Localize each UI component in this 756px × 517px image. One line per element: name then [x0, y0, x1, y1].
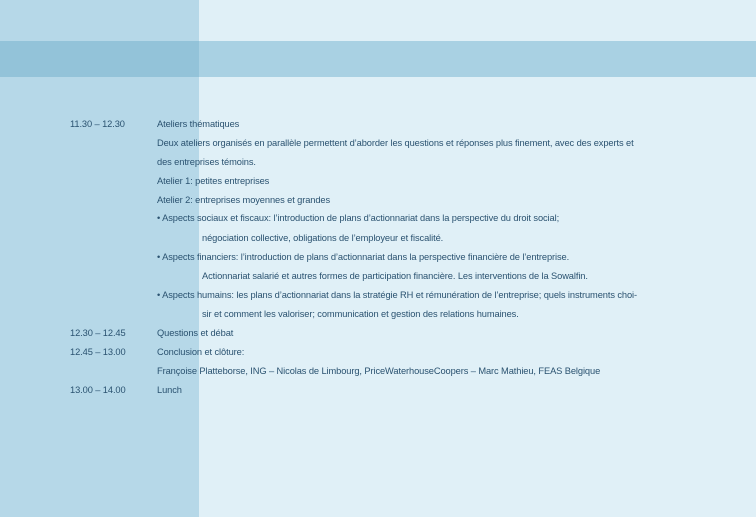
- bullet-item: • Aspects financiers: l’introduction de plans d’actionnariat dans la perspective financière de l’entreprise.: [157, 252, 570, 262]
- session-speakers: Françoise Platteborse, ING – Nicolas de Limbourg, PriceWaterhouseCoopers – Marc Mathieu, FEAS Belgique: [157, 366, 601, 376]
- bullet-item: • Aspects humains: les plans d’actionnariat dans la stratégie RH et rémunération de l’entreprise; quels instruments choi-: [157, 290, 638, 300]
- bullet-item: • Aspects sociaux et fiscaux: l’introduction de plans d’actionnariat dans la perspective du droit social;: [157, 213, 560, 223]
- session-time: 11.30 – 12.30: [70, 119, 125, 129]
- session-time: 13.00 – 14.00: [70, 385, 126, 395]
- header-band-left: [0, 41, 199, 77]
- workshop-2: Atelier 2: entreprises moyennes et grandes: [157, 195, 331, 205]
- session-title: Questions et débat: [157, 328, 234, 338]
- bullet-continuation: sir et comment les valoriser; communication et gestion des relations humaines.: [202, 309, 519, 319]
- session-title: Ateliers thématiques: [157, 119, 240, 129]
- workshop-1: Atelier 1: petites entreprises: [157, 176, 270, 186]
- bullet-continuation: négociation collective, obligations de l’employeur et fiscalité.: [202, 233, 444, 243]
- session-description: des entreprises témoins.: [157, 157, 256, 167]
- session-description: Deux ateliers organisés en parallèle permettent d’aborder les questions et réponses plus finement, avec des experts et: [157, 138, 634, 148]
- session-time: 12.45 – 13.00: [70, 347, 126, 357]
- bullet-continuation: Actionnariat salarié et autres formes de participation financière. Les interventions de la Sowalfin.: [202, 271, 588, 281]
- session-title: Conclusion et clôture:: [157, 347, 245, 357]
- session-time: 12.30 – 12.45: [70, 328, 126, 338]
- session-title: Lunch: [157, 385, 182, 395]
